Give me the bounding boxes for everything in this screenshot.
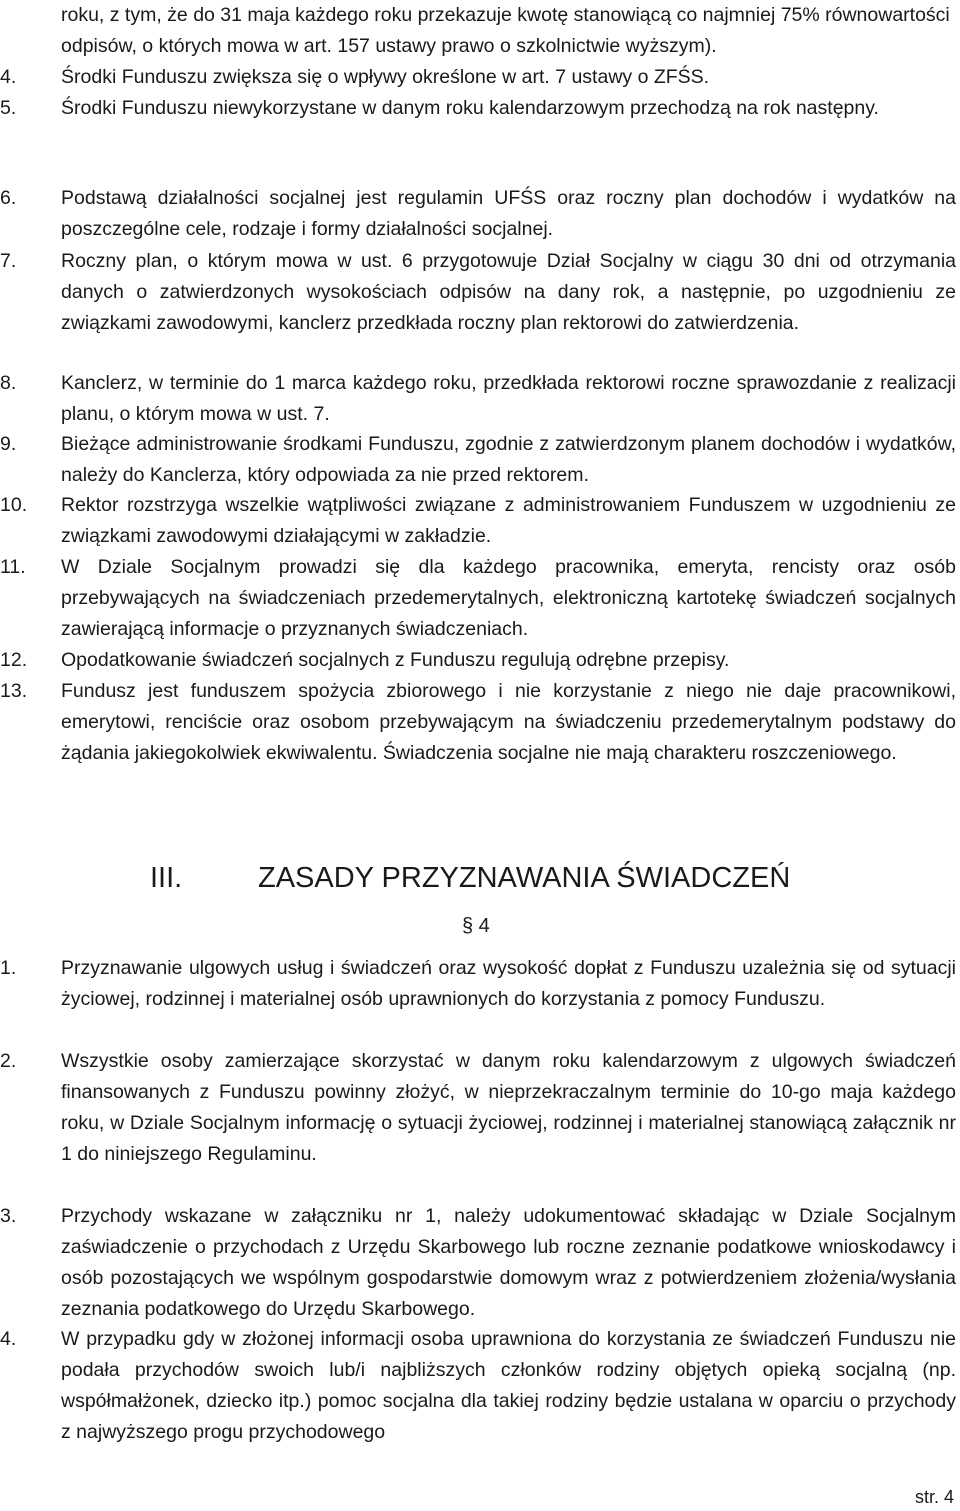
list-item-text: Fundusz jest funduszem spożycia zbiorowego i nie korzystanie z niego nie daje pracownikowi, emerytowi, renciście oraz osobom przebywającym na świadczeniu przedemerytalnym podstawy do żądania jakiegokolwiek ekwiwalentu. Świadczenia socjalne nie mają charakteru roszczeniowego. [61, 680, 956, 764]
list-item-7 [0, 246, 956, 339]
page-number: str. 4 [914, 1487, 954, 1507]
paragraph-sign: § 4 [462, 915, 490, 937]
list-item-text: Wszystkie osoby zamierzające skorzystać w danym roku kalendarzowym z ulgowych świadczeń finansowanych z Funduszu powinny złożyć, w nieprzekraczalnym terminie do 10-go maja każdego roku, w Dziale Socjalnym informację o sytuacji życiowej, rodzinnej i materialnej stanowiącą załącznik nr 1 do niniejszego Regulaminu. [61, 1050, 956, 1165]
list-item-text: Bieżące administrowanie środkami Funduszu, zgodnie z zatwierdzonym planem dochodów i wydatków, należy do Kanclerza, który odpowiada za nie przed rektorem. [61, 433, 956, 486]
list-item-5 [0, 93, 956, 124]
list-item-8 [0, 368, 956, 430]
list-item-text: Rektor rozstrzyga wszelkie wątpliwości związane z administrowaniem Funduszem w uzgodnieniu ze związkami zawodowymi działającymi w zakładzie. [61, 494, 956, 547]
list-item-text: Środki Funduszu zwiększa się o wpływy określone w art. 7 ustawy o ZFŚS. [61, 66, 710, 88]
list-item-text: Środki Funduszu niewykorzystane w danym roku kalendarzowym przechodzą na rok następny. [61, 97, 879, 119]
list-item-number: 11. [0, 556, 26, 578]
list-item-number: 3. [0, 1205, 17, 1227]
section-title: ZASADY PRZYZNAWANIA ŚWIADCZEŃ [258, 862, 791, 894]
list-item-text: Kanclerz, w terminie do 1 marca każdego roku, przedkłada rektorowi roczne sprawozdanie z realizacji planu, o którym mowa w ust. 7. [61, 372, 956, 425]
list-item-number: 8. [0, 372, 17, 394]
list-item-text: Przyznawanie ulgowych usług i świadczeń oraz wysokość dopłat z Funduszu uzależnia się od sytuacji życiowej, rodzinnej i materialnej osób uprawnionych do korzystania z pomocy Funduszu. [61, 957, 956, 1010]
list-item-number: 9. [0, 433, 17, 455]
list-item-number: 13. [0, 680, 28, 702]
section-heading [0, 856, 960, 900]
list-item-text: Podstawą działalności socjalnej jest regulamin UFŚS oraz roczny plan dochodów i wydatków na poszczególne cele, rodzaje i formy działalności socjalnej. [61, 187, 956, 240]
list-item-number: 2. [0, 1050, 17, 1072]
rule-item-3 [0, 1201, 956, 1325]
list-item-text: Opodatkowanie świadczeń socjalnych z Funduszu regulują odrębne przepisy. [61, 649, 730, 671]
list-item-6 [0, 183, 956, 245]
list-item-10 [0, 490, 956, 552]
list-item-11 [0, 552, 956, 645]
list-item-number: 5. [0, 97, 17, 119]
list-item-number: 1. [0, 957, 17, 979]
rule-item-1 [0, 953, 956, 1015]
rule-item-2 [0, 1046, 956, 1170]
list-item-text: Roczny plan, o którym mowa w ust. 6 przygotowuje Dział Socjalny w ciągu 30 dni od otrzymania danych o zatwierdzonych wysokościach odpisów na dany rok, a następnie, po uzgodnieniu ze związkami zawodowymi, kanclerz przedkłada roczny plan rektorowi do zatwierdzenia. [61, 250, 956, 334]
rule-item-4 [0, 1324, 956, 1448]
list-item-number: 4. [0, 1328, 17, 1350]
list-item-12 [0, 645, 956, 676]
list-item-13 [0, 676, 956, 769]
list-item-4 [0, 62, 956, 93]
section-roman-numeral: III. [150, 862, 183, 894]
list-item-9 [0, 429, 956, 491]
list-item-text: W przypadku gdy w złożonej informacji osoba uprawniona do korzystania ze świadczeń Funduszu nie podała przychodów swoich lub/i najbliższych członków rodziny objętych opieką socjalną (np. współmałżonek, dziecko itp.) pomoc socjalna dla takiej rodziny będzie ustalana w oparciu o przychody z najwyższego progu przychodowego [61, 1328, 956, 1443]
list-item-text: Przychody wskazane w załączniku nr 1, należy udokumentować składając w Dziale Socjalnym zaświadczenie o przychodach z Urzędu Skarbowego lub roczne zeznanie podatkowe wnioskodawcy i osób pozostających we wspólnym gospodarstwie domowym wraz z potwierdzeniem złożenia/wysłania zeznania podatkowego do Urzędu Skarbowego. [61, 1205, 956, 1320]
list-item-number: 10. [0, 494, 28, 516]
continuation-text: roku, z tym, że do 31 maja każdego roku przekazuje kwotę stanowiącą co najmniej 75% równowartości odpisów, o których mowa w art. 157 ustawy prawo o szkolnictwie wyższym). [61, 4, 950, 57]
list-item-number: 12. [0, 649, 28, 671]
list-item-number: 7. [0, 250, 17, 272]
list-item-number: 4. [0, 66, 17, 88]
list-item-text: W Dziale Socjalnym prowadzi się dla każdego pracownika, emeryta, rencisty oraz osób przebywających na świadczeniach przedemerytalnych, elektroniczną kartotekę świadczeń socjalnych zawierającą informacje o przyznanych świadczeniach. [61, 556, 956, 640]
list-item-number: 6. [0, 187, 17, 209]
